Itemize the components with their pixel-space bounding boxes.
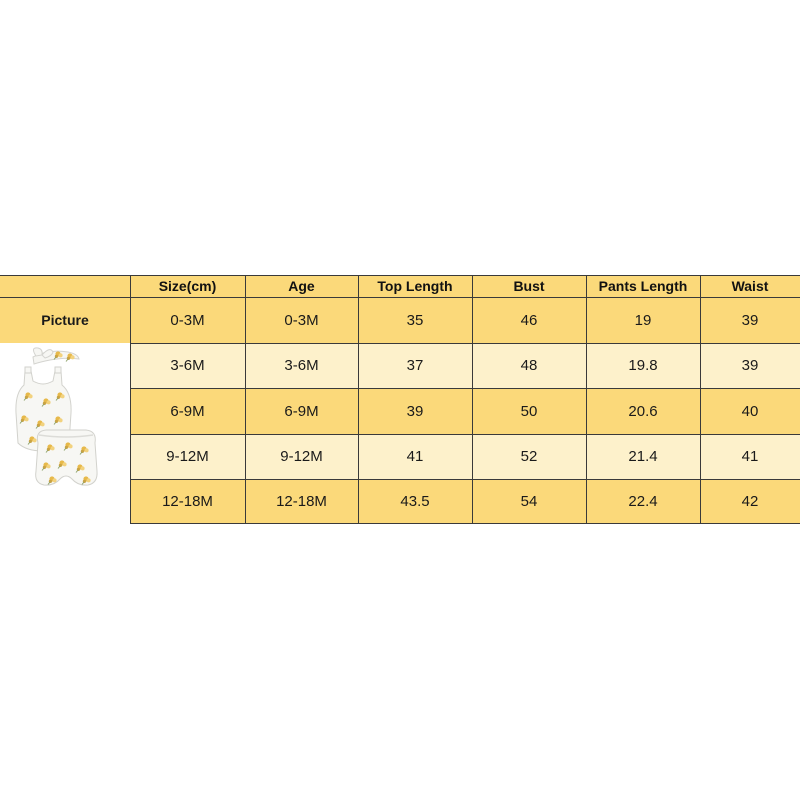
cell-pants-length: 20.6 xyxy=(628,402,658,420)
picture-label: Picture xyxy=(41,312,89,328)
cell-bust: 54 xyxy=(520,493,538,510)
cell-top-length: 43.5 xyxy=(400,493,430,510)
header-picture-cell xyxy=(0,275,130,297)
cell-waist: 39 xyxy=(741,311,759,329)
cell-bust: 46 xyxy=(520,311,538,329)
table-header-row xyxy=(0,275,800,297)
grid-line xyxy=(700,275,701,524)
cell-age: 6-9M xyxy=(284,402,319,420)
cell-size: 6-9M xyxy=(170,402,205,420)
cell-bust: 50 xyxy=(520,402,538,420)
cell-top-length: 37 xyxy=(406,357,424,374)
grid-line xyxy=(245,275,246,524)
grid-line xyxy=(586,275,587,524)
header-waist: Waist xyxy=(731,278,769,294)
grid-line xyxy=(130,275,131,524)
cell-size: 12-18M xyxy=(162,493,213,510)
grid-line xyxy=(0,275,800,276)
header-bust: Bust xyxy=(513,278,545,294)
baby-romper-set-icon xyxy=(0,343,130,524)
cell-pants-length: 22.4 xyxy=(628,493,658,510)
cell-pants-length: 19.8 xyxy=(628,357,658,374)
header-size: Size(cm) xyxy=(158,278,217,294)
product-picture xyxy=(0,343,130,524)
cell-size: 9-12M xyxy=(166,448,209,465)
grid-line xyxy=(0,297,800,298)
header-pants-length: Pants Length xyxy=(598,278,688,294)
cell-age: 9-12M xyxy=(280,448,323,465)
cell-waist: 42 xyxy=(741,493,759,510)
grid-line xyxy=(472,275,473,524)
cell-top-length: 39 xyxy=(406,402,424,420)
cell-age: 0-3M xyxy=(284,311,319,329)
cell-waist: 39 xyxy=(741,357,759,374)
cell-bust: 48 xyxy=(520,357,538,374)
cell-size: 3-6M xyxy=(170,357,205,374)
table-row xyxy=(0,297,800,343)
cell-size: 0-3M xyxy=(170,311,205,329)
cell-top-length: 41 xyxy=(406,448,424,465)
cell-age: 3-6M xyxy=(284,357,319,374)
cell-bust: 52 xyxy=(520,448,538,465)
cell-top-length: 35 xyxy=(406,311,424,329)
header-age: Age xyxy=(288,278,315,294)
grid-line xyxy=(358,275,359,524)
cell-waist: 40 xyxy=(741,402,759,420)
cell-pants-length: 21.4 xyxy=(628,448,658,465)
cell-waist: 41 xyxy=(741,448,759,465)
header-top-length: Top Length xyxy=(377,278,453,294)
cell-age: 12-18M xyxy=(276,493,327,510)
cell-pants-length: 19 xyxy=(634,311,652,329)
